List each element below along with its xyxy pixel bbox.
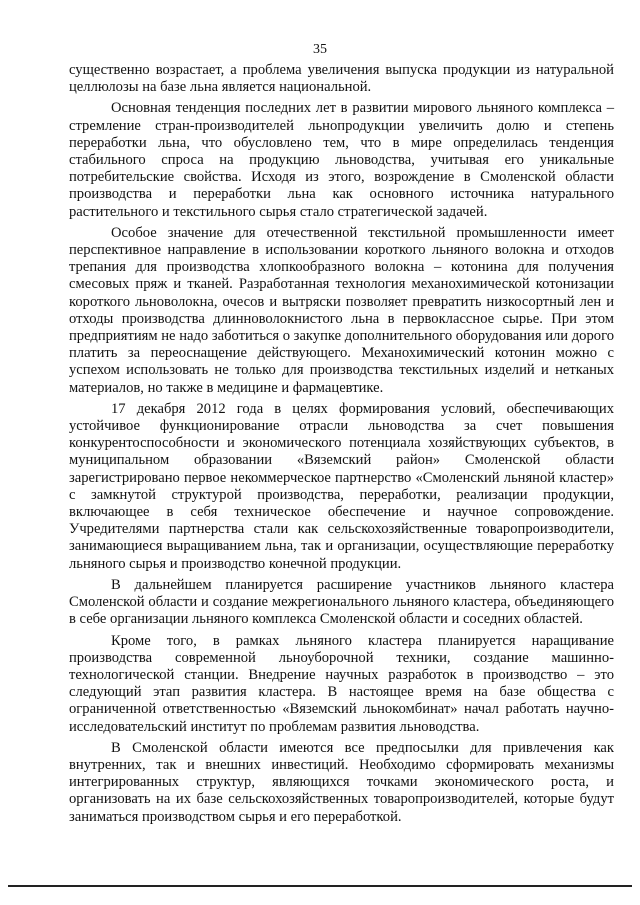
paragraph-3: Особое значение для отечественной текстильной промышленности имеет перспективное направление в использовании короткого льняного волокна и отходов трепания для производства хлопкообразного волокна – котонина для получения смесовых пряж и тканей. Разработанная технология механохимической котонизации короткого льноволокна, очесов и вытряски позволяет превратить низкосортный лен и отходы производства длинноволокнистого льна в первоклассное сырье. При этом предприятиям не надо заботиться о закупке дополнительного оборудования или дорого платить за переоснащение действующего. Механохимический котонин можно с успехом использовать не только для производства текстильных изделий и нетканых материалов, но также в медицине и фармацевтике. <box>69 224 614 396</box>
paragraph-4: 17 декабря 2012 года в целях формирования условий, обеспечивающих устойчивое функционирование отрасли льноводства за счет повышения конкурентоспособности и экономического потенциала хозяйствующих субъектов, в муниципальном образовании «Вяземский район» Смоленской области зарегистрировано первое некоммерческое партнерство «Смоленский льняной кластер» с замкнутой структурой производства, переработки, реализации продукции, включающее в себя техническое обеспечение и научное сопровождение. Учредителями партнерства стали как сельскохозяйственные товаропроизводители, занимающиеся выращиванием льна, так и организации, осуществляющие переработку льняного сырья и производство конечной продукции. <box>69 400 614 572</box>
bottom-rule <box>8 885 632 887</box>
page-number: 35 <box>313 42 327 57</box>
paragraph-1: существенно возрастает, а проблема увеличения выпуска продукции из натуральной целлюлозы на базе льна является национальной. <box>69 62 614 96</box>
paragraph-7: В Смоленской области имеются все предпосылки для привлечения как внутренних, так и внешних инвестиций. Необходимо сформировать механизмы интегрированных структур, являющихся точками экономического роста, и организовать на их базе сельскохозяйственных товаропроизводителей, которые будут заниматься производством сырья и его переработкой. <box>69 739 614 825</box>
paragraph-2: Основная тенденция последних лет в развитии мирового льняного комплекса – стремление стран-производителей льнопродукции увеличить долю и степень переработки льна, что обусловлено тем, что в мире определилась тенденция стабильного спроса на продукцию льноводства, учитывая его уникальные потребительские свойства. Исходя из этого, возрождение в Смоленской области производства и переработки льна как основного источника натурального растительного и текстильного сырья стало стратегической задачей. <box>69 100 614 220</box>
document-body <box>69 62 614 830</box>
paragraph-6: Кроме того, в рамках льняного кластера планируется наращивание производства современной льноуборочной техники, создание машинно-технологической станции. Внедрение научных разработок в производство – это следующий этап развития кластера. В настоящее время на базе общества с ограниченной ответственностью «Вяземский льнокомбинат» начал работать научно-исследовательский институт по проблемам развития льноводства. <box>69 632 614 735</box>
paragraph-5: В дальнейшем планируется расширение участников льняного кластера Смоленской области и создание межрегионального льняного кластера, объединяющего в себе организации льняного комплекса Смоленской области и соседних областей. <box>69 576 614 628</box>
